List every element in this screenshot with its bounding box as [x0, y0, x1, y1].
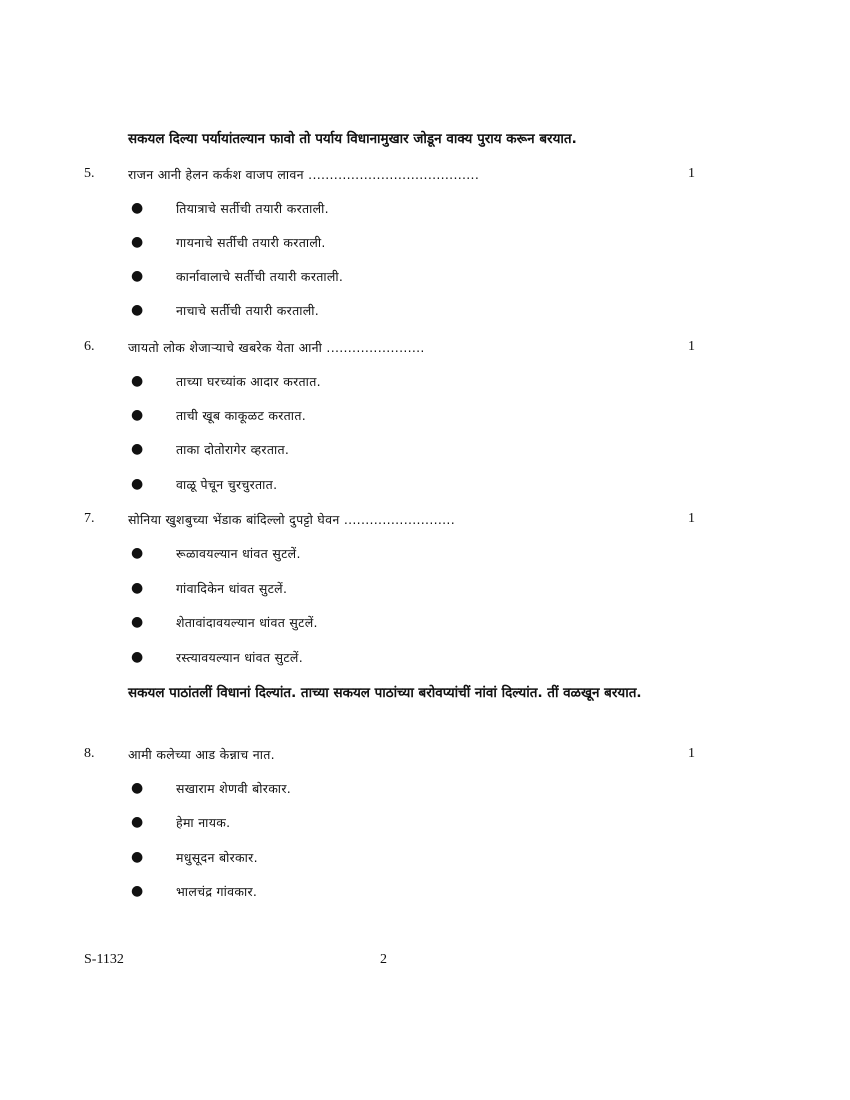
option: ● मधुसूदन बोरकार. [131, 849, 258, 865]
bullet-icon: ● [131, 614, 144, 630]
bullet-icon: ● [131, 814, 144, 830]
bullet-icon: ● [131, 545, 144, 561]
question-text: जायतो लोक शेजाऱ्याचे खबरेक येता आनी ....................... [128, 340, 425, 355]
question-5 [0, 166, 850, 188]
option: ● कार्नावालाचे सर्तीची तयारी करताली. [131, 268, 344, 284]
instruction-fill-blanks: सकयल दिल्या पर्यायांतल्यान फावो तो पर्याय विधानामुखार जोडून वाक्य पुराय करून बरयात. [128, 131, 577, 147]
option: ● नाचाचे सर्तीची तयारी करताली. [131, 302, 320, 318]
question-text: सोनिया खुशबुच्या भेंडाक बांदिल्लो दुपट्टो घेवन .......................... [128, 512, 455, 527]
option: ● रूळावयल्यान धांवत सुटलें. [131, 545, 301, 561]
question-text: आमी कलेच्या आड केन्नाच नात. [128, 747, 275, 762]
option: ● गांवादिकेन धांवत सुटलें. [131, 580, 288, 596]
page-number: 2 [380, 952, 387, 967]
question-number: 6. [84, 339, 95, 354]
paper-code: S-1132 [84, 952, 124, 967]
option: ● गायनाचे सर्तीची तयारी करताली. [131, 234, 326, 250]
question-marks: 1 [688, 166, 695, 181]
bullet-icon: ● [131, 200, 144, 216]
bullet-icon: ● [131, 373, 144, 389]
option: ● शेतावांदावयल्यान धांवत सुटलें. [131, 614, 318, 630]
option: ● हेमा नायक. [131, 814, 231, 830]
option: ● सखाराम शेणवी बोरकार. [131, 780, 292, 796]
question-number: 5. [84, 166, 95, 181]
question-marks: 1 [688, 339, 695, 354]
bullet-icon: ● [131, 234, 144, 250]
bullet-icon: ● [131, 883, 144, 899]
option: ● वाळू पेचून चुरचुरतात. [131, 476, 278, 492]
bullet-icon: ● [131, 849, 144, 865]
question-marks: 1 [688, 511, 695, 526]
option: ● भालचंद्र गांवकार. [131, 883, 258, 899]
bullet-icon: ● [131, 476, 144, 492]
option: ● ताची खूब काकूळट करतात. [131, 407, 307, 423]
bullet-icon: ● [131, 302, 144, 318]
option: ● ताच्या घरच्यांक आदार करतात. [131, 373, 321, 389]
question-text: राजन आनी हेलन कर्कश वाजप लावन ........................................ [128, 167, 480, 182]
question-number: 7. [84, 511, 95, 526]
bullet-icon: ● [131, 441, 144, 457]
instruction-identify-authors: सकयल पाठांतलीं विधानां दिल्यांत. ताच्या सकयल पाठांच्या बरोवप्यांचीं नांवां दिल्यांत. तीं वळखून बरयात. [128, 685, 642, 701]
bullet-icon: ● [131, 268, 144, 284]
question-number: 8. [84, 746, 95, 761]
bullet-icon: ● [131, 780, 144, 796]
bullet-icon: ● [131, 407, 144, 423]
bullet-icon: ● [131, 580, 144, 596]
question-8 [0, 746, 850, 768]
question-marks: 1 [688, 746, 695, 761]
option: ● ताका दोतोरागेर व्हरतात. [131, 441, 290, 457]
question-6 [0, 339, 850, 361]
option: ● तियात्राचे सर्तीची तयारी करताली. [131, 200, 329, 216]
question-7 [0, 511, 850, 533]
bullet-icon: ● [131, 649, 144, 665]
option: ● रस्त्यावयल्यान धांवत सुटलें. [131, 649, 303, 665]
